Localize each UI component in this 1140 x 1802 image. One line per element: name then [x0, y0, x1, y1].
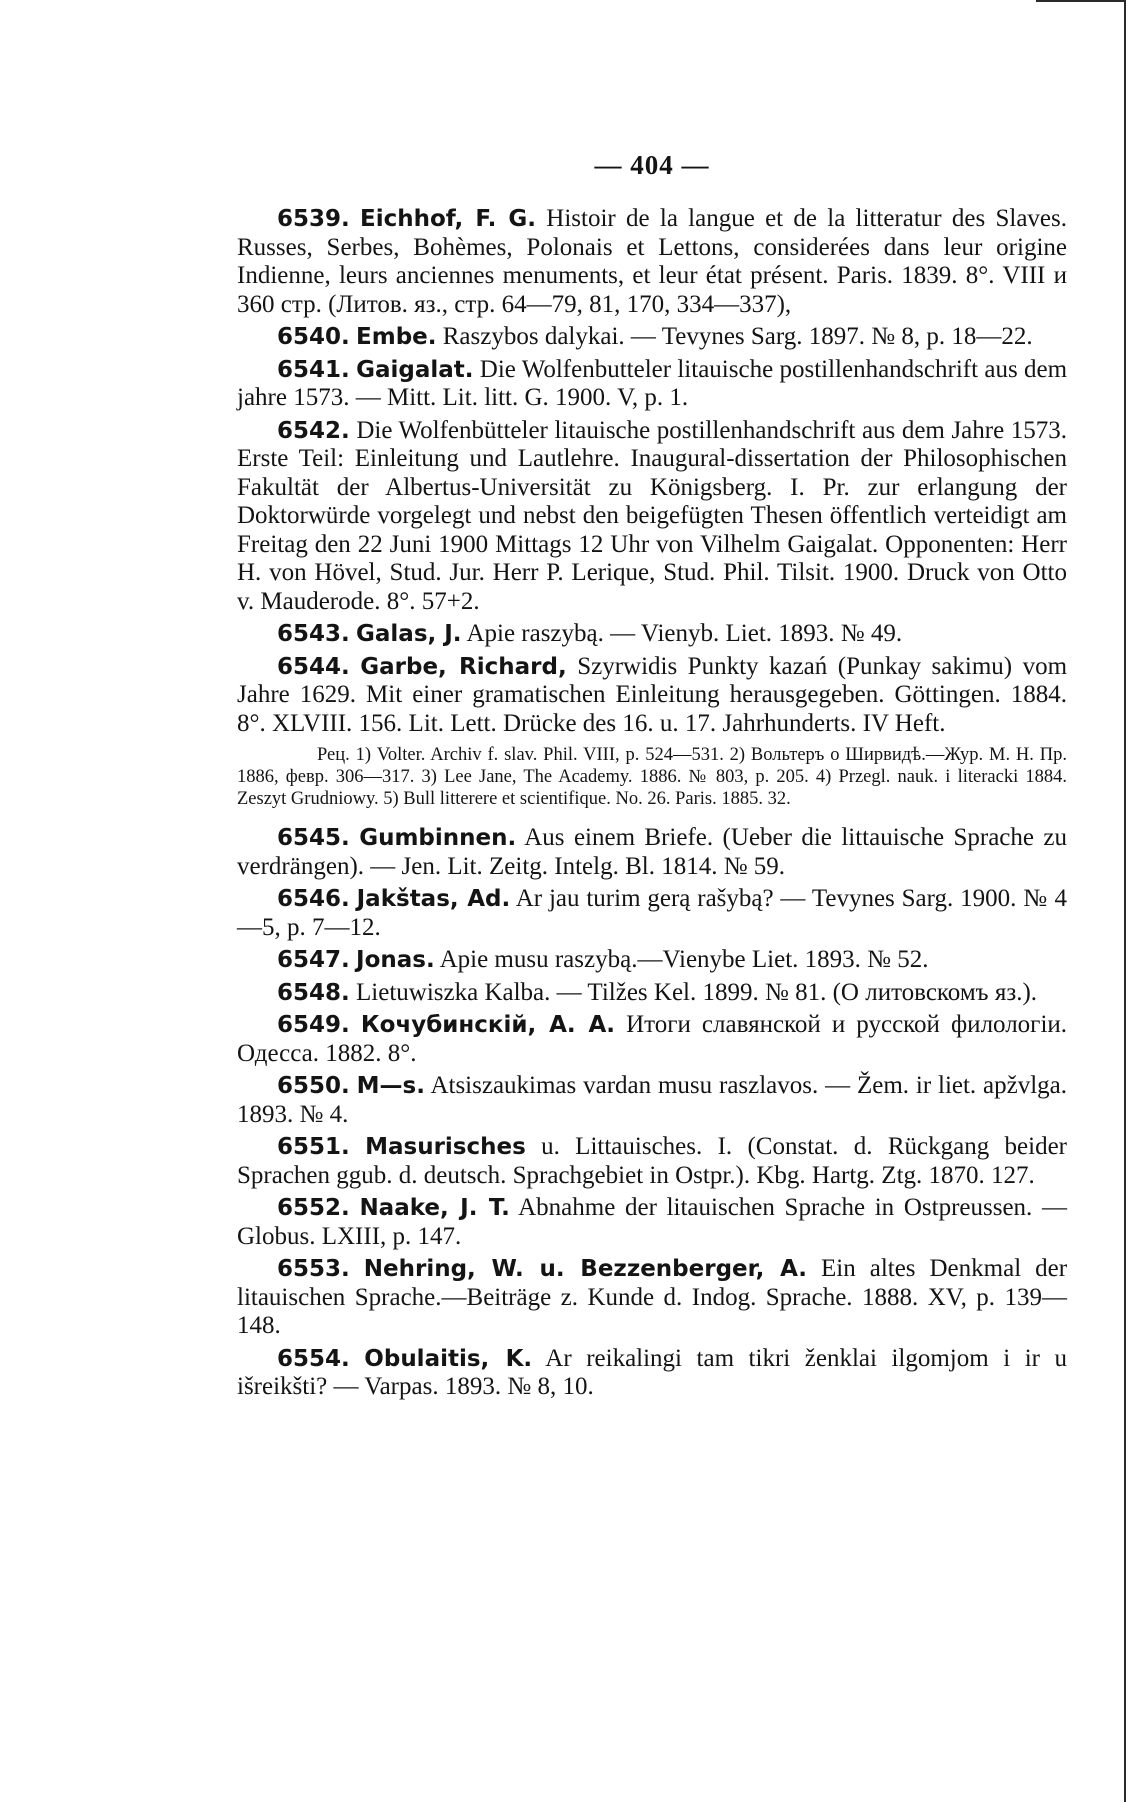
entry-6546: [237, 885, 1067, 942]
entry-author: Naake, J. T.: [359, 1195, 510, 1221]
entry-author: Jonas.: [356, 947, 435, 973]
review-label: Рец.: [317, 745, 350, 765]
entry-number: 6551.: [277, 1134, 350, 1160]
entry-author: Gumbinnen.: [359, 825, 517, 851]
corner-scan-mark: [1036, 0, 1126, 2]
entry-number: 6544.: [277, 653, 350, 680]
entry-text: u. Littauisches. I. (Constat. d. Rückgang beider Sprachen ggub. d. deutsch. Sprachgebiet in Ostpr.). Kbg. Hartg. Ztg. 1870. 127.: [237, 1133, 1067, 1189]
entry-number: 6545.: [277, 825, 350, 851]
entry-text: Lietuwiszka Kalba. — Tilžes Kel. 1899. № 81. (О литовскомъ яз.).: [356, 978, 1038, 1006]
entry-6542: [237, 417, 1067, 617]
entry-6547: [237, 946, 1067, 975]
entry-6544: [237, 653, 1067, 739]
entry-number: 6550.: [277, 1073, 350, 1099]
entry-text: Итоги славянской и русской филологіи. Одесса. 1882. 8°.: [237, 1011, 1068, 1067]
entry-text: Apie raszybą. — Vienyb. Liet. 1893. № 49.: [466, 620, 903, 647]
entry-6554: [237, 1345, 1067, 1402]
entry-number: 6552.: [277, 1195, 350, 1221]
entry-6543: [237, 620, 1067, 649]
entry-6548: [237, 979, 1067, 1008]
entry-6540: [237, 323, 1067, 352]
entry-6549: [237, 1011, 1067, 1068]
entry-author: Nehring, W. u. Bezzenberger, A.: [363, 1256, 808, 1282]
entry-6541: [237, 356, 1067, 413]
entry-text: Die Wolfenbütteler litauische postillenhandschrift aus dem Jahre 1573. Erste Teil: Einleitung und Lautlehre. Inaugural-dissertation der Philosophischen Fakultät der Albertus-Universität zu Königsberg. I. Pr. zur erlangung der Doktorwürde vorgelegt und nebst den beigefügten Thesen öffentlich verteidigt am Freitag den 22 Juni 1900 Mittags 12 Uhr von Vilhelm Gaigalat. Opponenten: Herr H. von Hövel, Stud. Jur. Herr P. Lerique, Stud. Phil. Tilsit. 1900. Druck von Otto v. Mauderode. 8°. 57+2.: [237, 416, 1068, 615]
entry-text: Aus einem Briefe. (Ueber die littauische Sprache zu verdrängen). — Jen. Lit. Zeitg. Intelg. Bl. 1814. № 59.: [237, 824, 1067, 880]
entry-text: Ein altes Denkmal der litauischen Sprache.—Beiträge z. Kunde d. Indog. Sprache. 1888. XV, p. 139—148.: [237, 1255, 1068, 1339]
entry-number: 6546.: [277, 886, 350, 912]
entry-6551: [237, 1133, 1067, 1190]
entry-text: Atsiszaukimas vardan musu raszlavos. — Žem. ir liet. apžvlga. 1893. № 4.: [237, 1072, 1068, 1128]
review-text: 1) Volter. Archiv f. slav. Phil. VIII, p. 524—531. 2) Вольтеръ о Ширвидѣ.—Жур. М. Н. Пр. 1886, февр. 306—317. 3) Lee Jane, The Academy. 1886. № 803, p. 205. 4) Przegl. nauk. i literacki 1884. Zeszyt Grudniowy. 5) Bull litterere et scientifique. No. 26. Paris. 1885. 32.: [237, 745, 1067, 809]
entry-number: 6548.: [277, 979, 350, 1006]
page-number: — 404 —: [594, 150, 710, 180]
entry-author: Кочубинскій, А. А.: [360, 1012, 615, 1038]
page-edge-line: [1124, 0, 1126, 1802]
entry-author: Obulaitis, K.: [364, 1345, 533, 1372]
entry-text: Szyrwidis Punkty kazań (Punkay sakimu) vom Jahre 1629. Mit einer gramatischen Einleitung herausgegeben. Göttingen. 1884. 8°. XLVIII. 156. Lit. Lett. Drücke des 16. u. 17. Jahrhunderts. IV Heft.: [237, 652, 1068, 737]
entry-6552: [237, 1194, 1067, 1251]
entry-number: 6553.: [277, 1256, 350, 1282]
entry-6545: [237, 824, 1067, 881]
entry-text: Ar reikalingi tam tikri ženklai ilgomjom i ir u išreikšti? — Varpas. 1893. № 8, 10.: [237, 1344, 1067, 1400]
entry-text: Histoir de la langue et de la litteratur des Slaves. Russes, Serbes, Bohèmes, Polonais et Lettons, considerées dans leur origine Indienne, leurs anciennes menuments, et leur état présent. Paris. 1839. 8°. VIII и 360 стр. (Литов. яз., стр. 64—79, 81, 170, 334—337),: [237, 205, 1067, 318]
entry-6550: [237, 1072, 1067, 1129]
entry-author: M—s.: [356, 1073, 425, 1099]
entry-number: 6541.: [277, 356, 350, 383]
entry-number: 6543.: [277, 621, 350, 647]
entry-author: Garbe, Richard,: [360, 653, 567, 680]
entry-number: 6554.: [277, 1345, 350, 1372]
entry-author: Galas, J.: [356, 621, 462, 647]
entry-author: Jakštas, Ad.: [356, 886, 511, 912]
entry-author: Eichhof, F. G.: [360, 206, 537, 232]
entry-number: 6540.: [277, 324, 350, 350]
entry-6539: [237, 205, 1067, 319]
entry-text: Die Wolfenbutteler litauische postillenhandschrift aus dem jahre 1573. — Mitt. Lit. litt. G. 1900. V, p. 1.: [237, 355, 1068, 411]
entry-6553: [237, 1255, 1067, 1341]
entry-number: 6549.: [277, 1012, 350, 1038]
entry-author: Masurisches: [365, 1134, 526, 1160]
review-note: [237, 744, 1067, 810]
book-page: [237, 150, 1067, 1406]
entry-text: Apie musu raszybą.—Vienybe Liet. 1893. № 52.: [439, 946, 929, 973]
entry-text: Abnahme der litauischen Sprache in Ostpreussen. — Globus. LXIII, p. 147.: [237, 1194, 1067, 1250]
entry-number: 6542.: [277, 417, 350, 444]
entry-text: Raszybos dalykai. — Tevynes Sarg. 1897. № 8, p. 18—22.: [442, 323, 1033, 350]
entry-author: Gaigalat.: [356, 356, 474, 383]
entry-text: Ar jau turim gerą rašybą? — Tevynes Sarg. 1900. № 4—5, p. 7—12.: [237, 885, 1068, 941]
entry-number: 6539.: [277, 206, 350, 232]
entry-author: Embe.: [356, 324, 437, 350]
entry-number: 6547.: [277, 947, 350, 973]
